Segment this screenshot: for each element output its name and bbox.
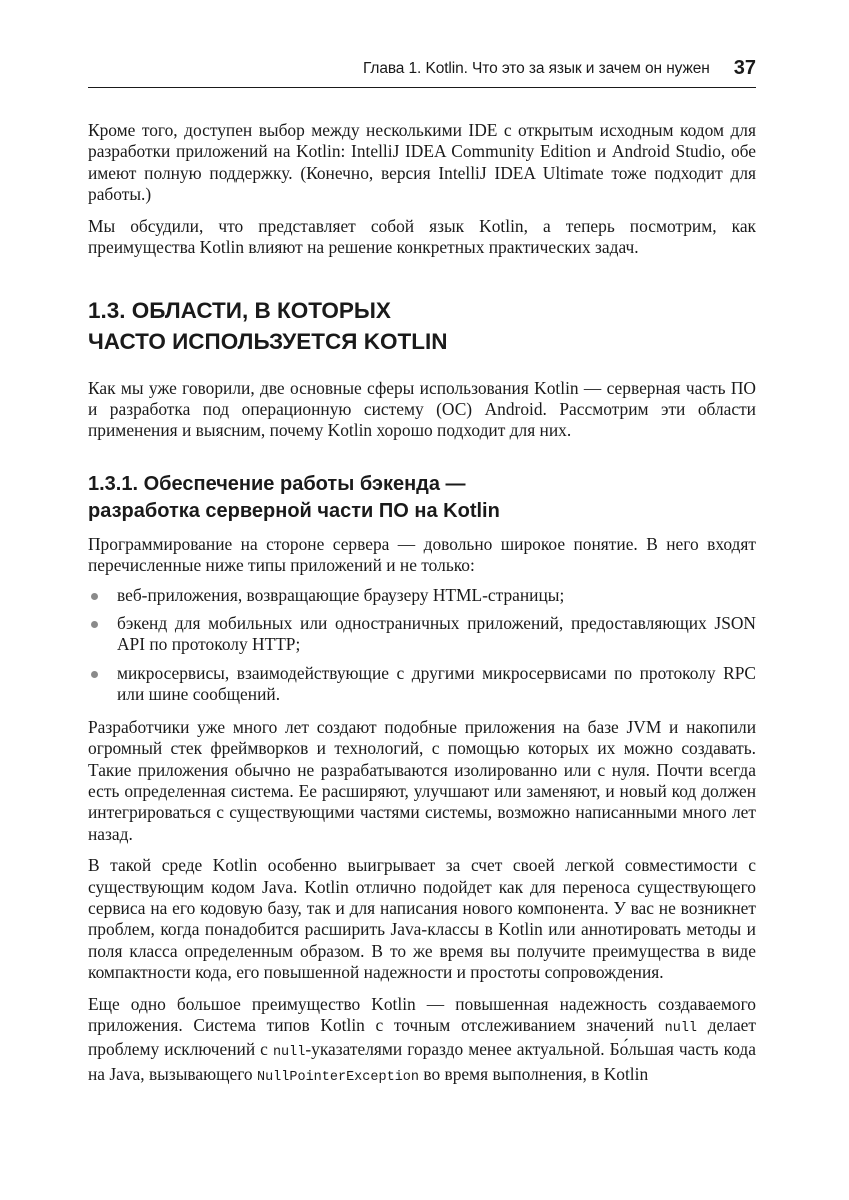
text-run: делает проблему исключений с	[88, 1014, 756, 1060]
text-run: Еще одно большое преимущество Kotlin — повышенная надежность создаваемого приложения. Система типов Kotlin с точным отслеживанием значений	[88, 993, 756, 1035]
bullet-icon	[91, 593, 98, 600]
section-heading-line-1: 1.3. ОБЛАСТИ, В КОТОРЫХ	[88, 298, 391, 324]
page-number: 37	[733, 57, 756, 79]
running-header	[88, 52, 756, 88]
list-item	[88, 585, 756, 606]
paragraph-ide: Кроме того, доступен выбор между несколькими IDE с открытым исходным кодом для разработки приложений на Kotlin: IntelliJ IDEA Community Edition и Android Studio, обе имеют полную поддержку. (Конечно, версия IntelliJ IDEA Ultimate тоже подходит для работы.)	[88, 120, 756, 205]
paragraph-transition: Мы обсудили, что представляет собой язык Kotlin, а теперь посмотрим, как преимущества Kotlin влияют на решение конкретных практических задач.	[88, 215, 756, 258]
section-heading-line-2: ЧАСТО ИСПОЛЬЗУЕТСЯ KOTLIN	[88, 329, 448, 355]
bullet-list	[88, 585, 756, 706]
subsection-heading-line-2: разработка серверной части ПО на Kotlin	[88, 500, 500, 523]
paragraph-null-safety	[88, 994, 756, 1089]
list-item-text: веб-приложения, возвращающие браузеру HTML-страницы;	[117, 584, 565, 605]
text-run: -указателями гораздо менее актуальной. Бо́льшая часть кода на Java, вызывающего	[88, 1039, 756, 1084]
list-item-text: микросервисы, взаимодействующие с другими микросервисами по протоколу RPC или шине сообщений.	[117, 662, 756, 705]
inline-code: NullPointerException	[256, 1069, 419, 1085]
subsection-intro: Программирование на стороне сервера — довольно широкое понятие. В него входят перечисленные ниже типы приложений и не только:	[88, 533, 756, 576]
paragraph-java-compat: В такой среде Kotlin особенно выигрывает за счет своей легкой совместимости с существующим кодом Java. Kotlin отлично подойдет как для переноса существующего сервиса на его кодовую базу, так и для написания нового компонента. У вас не возникнет проблем, когда понадобится расширить Java-классы в Kotlin или аннотировать методы и поля класса определенным образом. В то же время вы получите преимущества в виде компактности кода, его повышенной надежности и простоты сопровождения.	[88, 855, 756, 983]
text-run: во время выполнения, в Kotlin	[419, 1063, 649, 1084]
running-title: Глава 1. Kotlin. Что это за язык и зачем он нужен	[362, 59, 710, 77]
inline-code: null	[664, 1020, 698, 1036]
subsection-heading	[88, 471, 756, 526]
subsection-heading-line-1: 1.3.1. Обеспечение работы бэкенда —	[88, 472, 466, 495]
paragraph-jvm: Разработчики уже много лет создают подобные приложения на базе JVM и накопили огромный стек фреймворков и технологий, с помощью которых их можно создавать. Такие приложения обычно не разрабатываются изолированно или с нуля. Почти всегда есть определенная система. Ее расширяют, улучшают или заменяют, и новый код должен интегрироваться с существующими частями системы, возможно написанными много лет назад.	[88, 716, 756, 844]
section-heading	[88, 296, 756, 357]
bullet-icon	[91, 671, 98, 678]
inline-code: null	[272, 1045, 306, 1061]
list-item-text: бэкенд для мобильных или одностраничных приложений, предоставляющих JSON API по протоколу HTTP;	[117, 613, 756, 655]
section-intro: Как мы уже говорили, две основные сферы использования Kotlin — серверная часть ПО и разработка под операционную систему (ОС) Android. Рассмотрим эти области применения и выясним, почему Kotlin хорошо подходит для них.	[88, 377, 756, 441]
page-body	[88, 120, 756, 1088]
list-item	[88, 613, 756, 656]
bullet-icon	[91, 621, 98, 628]
list-item	[88, 663, 756, 706]
